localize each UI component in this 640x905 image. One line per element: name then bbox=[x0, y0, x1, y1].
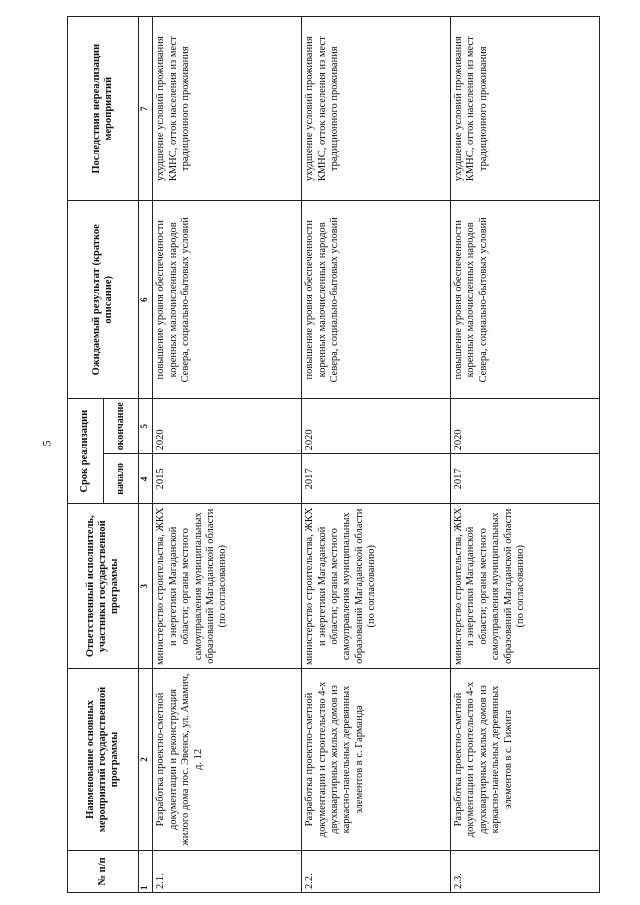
row-start: 2017 bbox=[451, 454, 600, 504]
row-responsible: министерство строительства, ЖКХ и энергетики Магаданской области; органы местного самоуправления муниципальных образований Магаданской области (по согласованию) bbox=[302, 504, 451, 669]
row-expected: повышение уровня обеспеченности коренных малочисленных народов Севера, социально-бытовых условий bbox=[451, 201, 600, 399]
column-number-row bbox=[139, 17, 153, 893]
row-num: 2.1. bbox=[153, 850, 302, 892]
table-row bbox=[302, 17, 451, 893]
program-table bbox=[67, 16, 600, 893]
column-number: 6 bbox=[139, 201, 153, 399]
row-expected: повышение уровня обеспеченности коренных малочисленных народов Севера, социально-бытовых условий bbox=[302, 201, 451, 399]
column-number: 7 bbox=[139, 17, 153, 201]
header-consequences: Последствия нереализации мероприятий bbox=[68, 17, 139, 201]
row-name: Разработка проектно-сметной документации и реконструкция жилого дома пос. Эвенск, ул. Амамич, д. 12 bbox=[153, 669, 302, 851]
page-number: 5 bbox=[39, 440, 54, 447]
header-responsible: Ответственный исполнитель, участники государственной программы bbox=[68, 504, 139, 669]
header-start: начало bbox=[103, 454, 139, 504]
row-start: 2017 bbox=[302, 454, 451, 504]
row-responsible: министерство строительства, ЖКХ и энергетики Магаданской области; органы местного самоуправления муниципальных образований Магаданской области (по согласованию) bbox=[153, 504, 302, 669]
row-num: 2.2. bbox=[302, 850, 451, 892]
row-end: 2020 bbox=[451, 399, 600, 454]
column-number: 4 bbox=[139, 454, 153, 504]
row-expected: повышение уровня обеспеченности коренных малочисленных народов Севера, социально-бытовых условий bbox=[153, 201, 302, 399]
row-name: Разработка проектно-сметной документации и строительство 4-х двухквартирных жилых домов из каркасно-панельных деревянных элементов в с. Гижига bbox=[451, 669, 600, 851]
column-number: 5 bbox=[139, 399, 153, 454]
row-name: Разработка проектно-сметной документации и строительство 4-х двухквартирных жилых домов из каркасно-панельных деревянных элементов в с. Гарманда bbox=[302, 669, 451, 851]
header-name: Наименование основных мероприятий государственной программы bbox=[68, 669, 139, 851]
row-consequences: ухудшение условий проживания КМНС, отток населения из мест традиционного проживания bbox=[451, 17, 600, 201]
row-responsible: министерство строительства, ЖКХ и энергетики Магаданской области; органы местного самоуправления муниципальных образований Магаданской области (по согласованию) bbox=[451, 504, 600, 669]
row-num: 2.3. bbox=[451, 850, 600, 892]
header-period: Срок реализации bbox=[68, 399, 104, 504]
table-row bbox=[451, 17, 600, 893]
table-header-row bbox=[68, 17, 104, 893]
row-end: 2020 bbox=[153, 399, 302, 454]
column-number: 2 bbox=[139, 669, 153, 851]
row-consequences: ухудшение условий проживания КМНС, отток населения из мест традиционного проживания bbox=[153, 17, 302, 201]
column-number: 1 bbox=[139, 850, 153, 892]
header-end: окончание bbox=[103, 399, 139, 454]
header-num: № п/п bbox=[68, 850, 139, 892]
row-consequences: ухудшение условий проживания КМНС, отток населения из мест традиционного проживания bbox=[302, 17, 451, 201]
table-row bbox=[153, 17, 302, 893]
column-number: 3 bbox=[139, 504, 153, 669]
header-expected: Ожидаемый результат (краткое описание) bbox=[68, 201, 139, 399]
row-start: 2015 bbox=[153, 454, 302, 504]
row-end: 2020 bbox=[302, 399, 451, 454]
